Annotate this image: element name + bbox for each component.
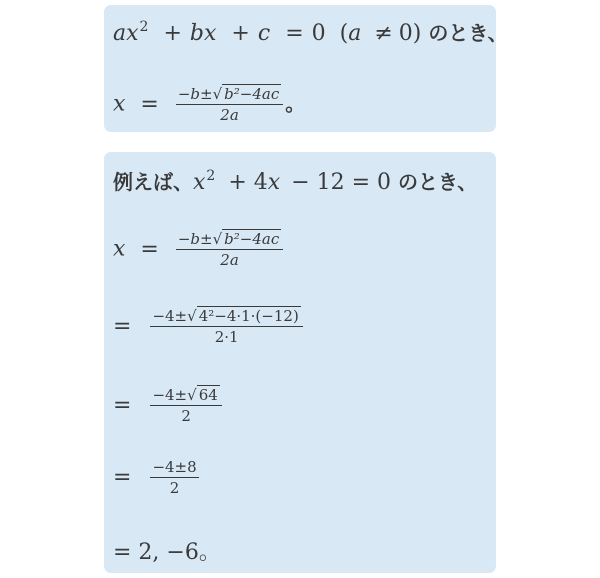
fraction-numerator: −4±√ 64: [150, 386, 221, 406]
example-box: [104, 152, 496, 573]
var-x: x: [126, 21, 139, 46]
fraction-numerator: −b±√ b²−4ac: [176, 230, 283, 250]
square-root: [213, 230, 282, 248]
radicand: 4²−4·1·(−12): [198, 307, 299, 325]
var-b: b: [189, 21, 204, 46]
zero: 0: [311, 21, 326, 46]
simplified-fraction: [150, 386, 221, 425]
final-fraction: [150, 458, 198, 497]
paren-close: ): [412, 21, 422, 46]
formula-box: [104, 5, 508, 132]
fraction-denominator: 2a: [220, 106, 239, 124]
japanese-text: のとき、: [428, 21, 508, 45]
zero: 0: [398, 21, 413, 46]
paren-open: (: [339, 21, 349, 46]
equals-sign: =: [113, 313, 132, 339]
fraction-numerator: −4±√ 4²−4·1·(−12): [150, 307, 302, 327]
step-line: [113, 386, 224, 425]
equation-rest: − 12 = 0: [291, 170, 392, 195]
sqrt-icon: √: [212, 85, 223, 103]
equals-sign: =: [113, 464, 132, 490]
result-text: = 2, −6。: [113, 540, 221, 565]
var-x: x: [113, 236, 126, 262]
radicand: b²−4ac: [224, 230, 280, 248]
plus-sign: +: [163, 21, 182, 46]
example-equation-line: [113, 166, 477, 195]
equals-sign: =: [140, 91, 159, 117]
quadratic-fraction: [176, 85, 283, 124]
fraction-denominator: 2: [181, 407, 191, 425]
plus-sign: +: [231, 21, 250, 46]
japanese-text: のとき、: [398, 170, 478, 194]
japanese-prefix: 例えば、: [113, 170, 193, 194]
var-x: x: [193, 170, 206, 195]
var-a: a: [113, 21, 127, 46]
fraction-denominator: 2: [169, 479, 180, 497]
radicand: 64: [198, 386, 218, 404]
fraction-denominator: 2a: [220, 251, 239, 269]
exponent: 2: [206, 168, 216, 184]
var-x: x: [113, 91, 126, 117]
step-line: [113, 458, 201, 497]
var-x: x: [267, 170, 281, 195]
formula-line: [113, 85, 305, 124]
square-root: [213, 85, 282, 103]
radicand: b²−4ac: [224, 85, 280, 103]
quadratic-fraction: [176, 230, 283, 269]
step-line: [113, 307, 305, 346]
sqrt-icon: √: [212, 230, 223, 248]
equation-line: [113, 17, 508, 46]
not-equal-sign: ≠: [374, 21, 393, 46]
substituted-fraction: [150, 307, 302, 346]
fraction-numerator: −b±√ b²−4ac: [176, 85, 283, 105]
equals-sign: =: [113, 392, 132, 418]
fraction-denominator: 2·1: [214, 328, 239, 346]
period: 。: [285, 91, 306, 116]
equation-term: + 4: [228, 170, 268, 195]
var-c: c: [257, 21, 271, 46]
equals-sign: =: [140, 236, 159, 262]
square-root: [187, 307, 301, 325]
exponent: 2: [139, 19, 149, 35]
sqrt-icon: √: [187, 386, 197, 404]
result-line: [113, 535, 221, 566]
var-a: a: [348, 21, 362, 46]
fraction-numerator: −4±8: [152, 458, 197, 476]
var-x: x: [204, 21, 217, 46]
step-line: [113, 230, 285, 269]
square-root: [187, 386, 220, 404]
sqrt-icon: √: [187, 307, 197, 325]
equals-sign: =: [285, 21, 304, 46]
